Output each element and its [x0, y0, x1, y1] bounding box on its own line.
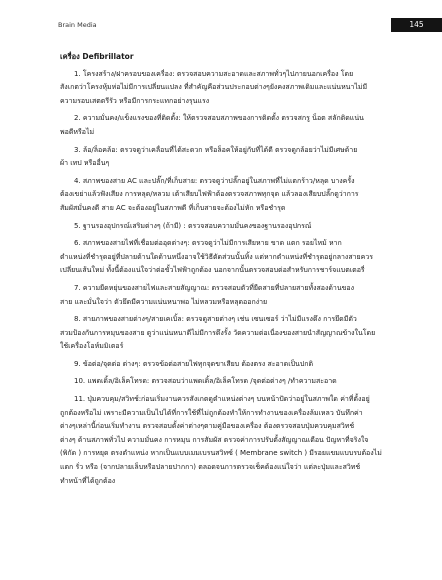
checklist-item-line: ต้องเขย่าแล้วฟังเสียง การหลุด/หลวม เต้าเสียบไฟฟ้าต้องตรวจสภาพทุกจุด แล้วลองเสียบปลั๊กดูว่าการ [60, 190, 359, 199]
checklist-item [60, 112, 397, 139]
checklist-item-line: ผ้า เทป หรืออื่นๆ [60, 159, 110, 168]
checklist-item [60, 282, 397, 309]
checklist-item [60, 358, 397, 372]
checklist-item-line: ถูกต้องหรือไม่ เพราะมีความเป็นไปได้ที่การใช้ที่ไม่ถูกต้องทำให้การทำงานของเครื่องล้มเหลว บันทึกค่า [60, 408, 363, 417]
checklist-item-line: 9. ข้อต่อ/จุดต่อ ต่างๆ: ตรวจข้อต่อสายไฟทุกจุดขาเสียบ ต้องตรง สะอาดเป็นปกติ [74, 359, 314, 368]
checklist-item [60, 175, 397, 216]
brand-name: Brain Media [58, 21, 97, 29]
checklist-item-line: ต่างๆ ด้านสภาพทั่วไป ความมั่นคง การหมุน การสัมผัส ตรวจค่าการปรับตั้งสัญญาณเตือน ปัญหาที่จริงใจ [60, 435, 369, 444]
checklist-item-line: สังเกตว่าโครงหุ้มห่อไม่มีการเปลี่ยนแปลง ที่สำคัญคือส่วนประกอบต่างๆยังคงสภาพเดิมและแน่นหนาไม่มี [60, 83, 368, 92]
checklist-item-line: เปลี่ยนเส้นใหม่ ทั้งนี้ต้องแน่ใจว่าต่อขั้วไฟฟ้าถูกต้อง นอกจากนั้นตรวจสอบต่อสำหรับการชาร์จแบตเตอรี่ [60, 266, 365, 275]
checklist-item-line: 4. สภาพของสาย AC และปลั๊ก/ที่เก็บสาย: ตรวจดูว่าปลั๊กอยู่ในสภาพที่ไม่แตกร้าว/หลุด บางครั้ง [74, 176, 355, 185]
checklist-item-line: ต่างๆเหล่านี้ก่อนเริ่มทำงาน ตรวจสอบดั้งค่าต่างๆตามคู่มือของเครื่อง ต้องตรวจสอบปุ่มควบคุมสวิทช์ [60, 422, 355, 431]
checklist-item-line: 10. แพดเดิ้ล/อิเล็คโทรด: ตรวจสอบว่าแพดเดิ้ล/อิเล็คโทรด /จุดต่อต่างๆ /ทำความสะอาด [74, 377, 337, 386]
checklist-item-line: (พิกัด ) การหยุด ตรงตำแหน่ง หากเป็นแบบเมมเบรนสวิทซ์ ( Membrane switch ) มีรอยแขมแบบรบต้องไม่ [60, 449, 382, 458]
page-body [60, 50, 397, 492]
checklist-item-line: 7. ความยืดหยุ่นของสายไฟและสายสัญญาณ: ตรวจสอบตัวที่ยืดสายที่ปลายสายทั้งสองด้านของ [74, 283, 355, 292]
checklist-item-line: พอดีหรือไม่ [60, 127, 95, 136]
checklist-item-line: 3. ล้อ/ล็อคล้อ: ตรวจดูว่าเคลื่อนที่ได้สะดวก หรือล็อคให้อยู่กับที่ได้ดี ตรวจดูกล้อยว่าไม่มีเศษด้าย [74, 145, 358, 154]
checklist-item-line: 2. ความมั่นคง/แข็งแรงของที่ติดตั้ง: ให้ตรวจสอบสภาพของการติดตั้ง ตรวจสกรู น็อต สลักติดแน่น [74, 114, 364, 123]
section-title: เครื่อง Defibrillator [60, 52, 134, 61]
checklist [60, 68, 397, 489]
checklist-item [60, 393, 397, 488]
checklist-item-line: ทำหน้าที่ได้ถูกต้อง [60, 476, 116, 485]
checklist-item-line: ใช้เครื่องโอห์มมิเตอร์ [60, 342, 124, 351]
checklist-item-line: แตก รั่ว หรือ (จากปลายเล็บหรือปลายปากกา) ตลอดจนการตรวจเช็คต้องแน่ใจว่า แต่ละปุ่มและสวิทช์ [60, 463, 361, 472]
checklist-item [60, 68, 397, 109]
checklist-item [60, 220, 397, 234]
checklist-item-line: ตำแหน่งที่ชำรุดอยู่ที่ปลายด้านใดด้านหนึ่งอาจใช้วิธีตัดส่วนนั้นทิ้ง แต่หากตำแหน่งที่ชำรุดอยู่กลางสายควร [60, 252, 374, 261]
checklist-item [60, 144, 397, 171]
checklist-item-line: สัมผัสมั่นคงดี สาย AC จะต้องอยู่ในสภาพดี ที่เก็บสายจะต้องไม่หัก หรือชำรุด [60, 203, 286, 212]
page-header [0, 18, 442, 32]
checklist-item-line: สาย และมั่นใจว่า ตัวยึดมีความแน่นหนาพอ ไม่หลวมหรือหลุดออกง่าย [60, 297, 268, 306]
checklist-item-line: 5. ฐานรองอุปกรณ์เสริมต่างๆ (ถ้ามี) : ตรวจสอบความมั่นคงของฐานรองอุปกรณ์ [74, 221, 312, 230]
checklist-item-line: 6. สภาพของสายไฟที่เชื่อมต่ออุดต่างๆ: ตรวจดูว่าไม่มีการเสียหาย ขาด แตก รอยไหม้ หาก [74, 239, 342, 248]
checklist-item [60, 237, 397, 278]
checklist-item [60, 375, 397, 389]
checklist-item-line: ความรอบเสตตรีรัว หรือมีการกระแทกอย่างรุนแรง [60, 96, 210, 105]
checklist-item-line: สวมป้องกันการหมุนของสาย ดูว่าแน่นหนาดีไม่มีการดึงรั้ง วัดความต่อเนื่องของสายนำสัญญาณข้างในโดย [60, 328, 376, 337]
checklist-item [60, 313, 397, 354]
checklist-item-line: 8. สายภาพของสายต่างๆ/สายเคเบิ้ล: ตรวจดูสายต่างๆ เช่น เซนเซอร์ ว่าไม่มีแรงดึง การยึดมีตัว [74, 315, 357, 324]
checklist-item-line: 11. ปุ่มควบคุม/สวิทช์:ก่อนเริ่มงานควรสังเกตดูตำแหน่งต่างๆ บนหน้าปัดว่าอยู่ในสภาพใด ค่าที่ตั้งอยู่ [74, 395, 370, 404]
page-number-badge: 145 [391, 18, 442, 32]
checklist-item-line: 1. โครงสร้าง/ฝาครอบของเครื่อง: ตรวจสอบความสะอาดและสภาพทั่วๆไปภายนอกเครื่อง โดย [74, 69, 354, 78]
